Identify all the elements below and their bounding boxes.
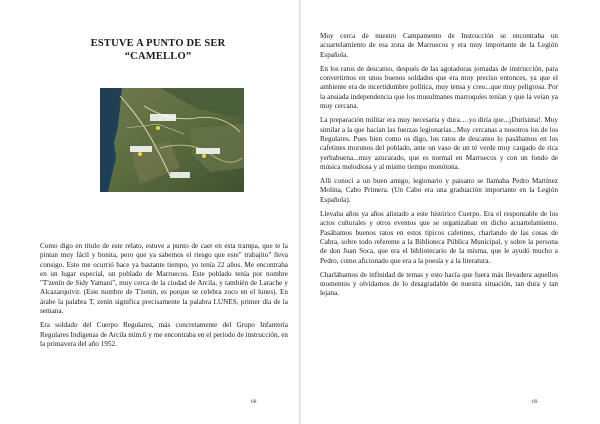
page-number: 68 — [251, 399, 257, 405]
paragraph: Charlábamos de infinidad de temas y esto hacía que fuera más llevadera aquellos momentos y olvidarnos de lo desagradable de nuestra situación, tan dura y tan lejana. — [320, 270, 558, 298]
left-body-text — [40, 242, 288, 354]
paragraph: Muy cerca de nuestro Campamento de Instrucción se encontraba un acuartelamiento de esa zona de Marruecos y era muy importante de la Legión Española. — [320, 32, 558, 59]
satellite-map-image — [100, 88, 244, 192]
paragraph: Llevaba años ya años alistado a este histórico Cuerpo. Era el responsable de los actos culturales y otros eventos que se organizaban en dicho acuartelamiento. Pasábamos buenos ratos en estos típicos cafetines, charlando de las cosas de Cabra, sobre todo referente a la Biblioteca Pública Municipal, y sobre la persona de don Juan Soca, que era el bibliotecario de la misma, que le ayudó mucho a Pedro, como aficionado que era a la poesía y a la literatura. — [320, 210, 558, 265]
right-page — [301, 0, 600, 424]
paragraph: La preparación militar era muy necesaria y dura….yo diría que...¡Durísima!. Muy similar a la que hacían las fuerzas legionarias...Muy cercanas a nosotros los de los Regulares. Pues bien como os digo, los ratos de descanso lo pasábamos en los cafetines morunos del poblado, ante un vaso de un té verde muy cargado de rica yerbabuena...muy azucarado, que es normal en Marruecos y con un fondo de música melodiosa y al mismo tiempo monótona. — [320, 116, 558, 171]
right-body-text — [320, 32, 558, 304]
page-number: 69 — [532, 399, 538, 405]
title-line-1: ESTUVE A PUNTO DE SER — [90, 38, 226, 49]
paragraph: Como digo en título de este relato, estuve a punto de caer en esta trampa, que te la pintan muy fácil y bonita, pero que ya sabemos el riesgo que este" trabajito" lleva consigo. Esto me ocurrió hace ya bastante tiempo, yo tenía 22 años. Me encontraba en un lugar especial, un poblado de Marruecos. Este poblado tenía por nombre "T'zenín de Sidy Yamani", muy cerca de la ciudad de Arcila, y también de Larache y Alcazarquivir. (Este nombre de T'zenín, es porque se celebra zoco en el lunes). En árabe la palabra T, zenín significa precisamente la palabra LUNES, primer día de la semana. — [40, 242, 288, 316]
paragraph: En los ratos de descanso, después de las agotadoras jornadas de instrucción, para convertirnos en unos buenos soldados que era muy preciso entonces, ya que el ambiente era de incertidumbre política, muy tensa y creo...que muy peligrosa. Por la ansiada independencia que los musulmanes marroquíes tenían y que la veían ya muy cercana. — [320, 64, 558, 111]
left-page — [0, 0, 299, 424]
chapter-title — [40, 37, 276, 63]
satellite-map-photo — [100, 88, 244, 192]
paragraph: Allí conocí a un buen amigo, legionario y paisano se llamaba Pedro Martínez Molina, Cabo Primera. (Un Cabo era una graduación importante en la Legión Española). — [320, 177, 558, 204]
paragraph: Era soldado del Cuerpo Regulares, más concretamente del Grupo Infantería Regulares Indígenas de Arcila núm.6 y me encontraba en el periodo de instrucción, en la primavera del año 1952. — [40, 321, 288, 348]
title-line-2: “CAMELLO” — [124, 51, 192, 62]
